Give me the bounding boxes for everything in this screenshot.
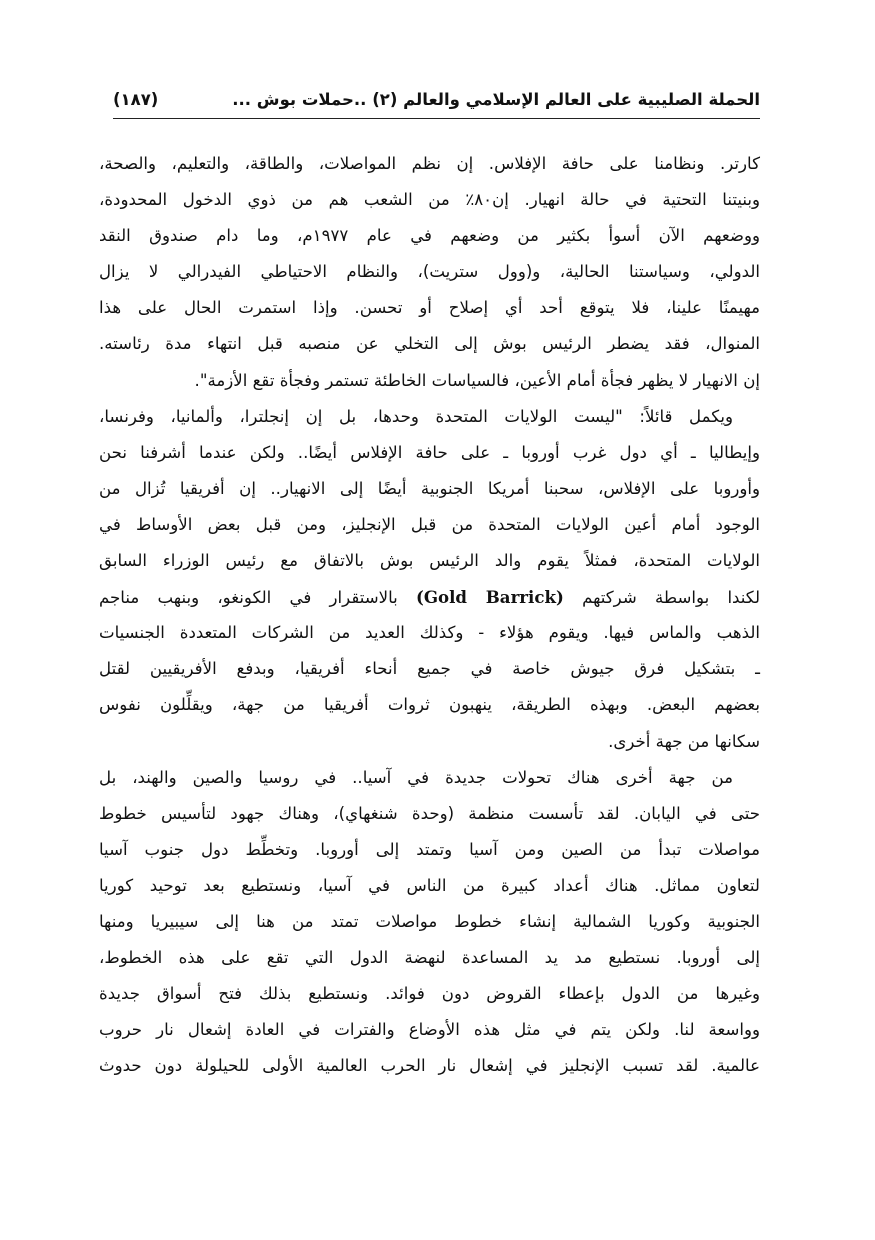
text-line: وبنيتنا التحتية في حالة انهيار. إن٨٠٪ من الشعب هم من ذوي الدخول المحدودة، <box>99 190 760 210</box>
text-line: كارتر. ونظامنا على حافة الإفلاس. إن نظم المواصلات، والطاقة، والتعليم، والصحة، <box>99 154 760 173</box>
text-line: وإيطاليا ـ أي دول غرب أوروبا ـ على حافة الإفلاس أيضًا.. ولكن عندما أشرفنا نحن <box>99 442 760 462</box>
running-title: الحملة الصليبية على العالم الإسلامي والعالم (٢) ..حملات بوش ... <box>232 90 760 109</box>
text-line: الولايات المتحدة، فمثلاً يقوم والد الرئيس بوش بالاتفاق مع رئيس الوزراء السابق <box>99 551 760 571</box>
paragraph-start-line: من جهة أخرى هناك تحولات جديدة في آسيا.. في روسيا والصين والهند، بل <box>99 767 733 787</box>
text-line: ـ بتشكيل فرق جيوش خاصة في جميع أنحاء أفريقيا، وبدفع الأفريقيين لقتل <box>99 659 760 679</box>
text-line: بعضهم البعض. وبهذه الطريقة، ينهبون ثروات أفريقيا من جهة، ويقلِّلون نفوس <box>99 695 760 715</box>
paragraph-end-line: إن الانهيار لا يظهر فجأة أمام الأعين، فالسياسات الخاطئة تستمر وفجأة تقع الأزمة". <box>194 370 760 390</box>
text-line: وواسعة لنا. ولكن يتم في مثل هذه الأوضاع والفترات في العادة إشعال نار حروب <box>99 1020 760 1040</box>
text-line: لتعاون مماثل. هناك أعداد كبيرة من الناس في آسيا، ونستطيع بعد توحيد كوريا <box>99 875 760 895</box>
text-line: عالمية. لقد تسبب الإنجليز في إشعال نار الحرب العالمية الأولى للحيلولة دون حدوث <box>99 1056 760 1076</box>
text-line: مهيمنًا علينا، فلا يتوقع أحد أي إصلاح أو تحسن. وإذا استمرت الحال على هذا <box>99 298 760 318</box>
body-text <box>99 146 760 1084</box>
company-name: (Gold Barrick) <box>416 587 564 608</box>
text-line: حتى في اليابان. لقد تأسست منظمة (وحدة شنغهاي)، وهناك جهود لتأسيس خطوط <box>99 803 760 823</box>
text-line: وأوروبا على الإفلاس، سحبنا أمريكا الجنوبية أيضًا إلى الانهيار.. إن أفريقيا تُزال من <box>99 478 760 498</box>
text-line: المنوال، فقد يضطر الرئيس بوش إلى التخلي عن منصبه قبل انتهاء مدة رئاسته. <box>99 334 760 354</box>
running-header <box>113 86 760 119</box>
paragraph-end-line: سكانها من جهة أخرى. <box>608 731 760 751</box>
text-line: وغيرها من الدول بإعطاء القروض دون فوائد. ونستطيع بذلك فتح أسواق جديدة <box>99 984 760 1004</box>
text-line: الدولي، وسياستنا الحالية، و(وول ستريت)، والنظام الاحتياطي الفيدرالي لا يزال <box>99 262 760 282</box>
text-segment: بالاستقرار في الكونغو، وبنهب مناجم <box>99 588 398 608</box>
paragraph-start-line: ويكمل قائلاً: "ليست الولايات المتحدة وحدها، بل إن إنجلترا، وألمانيا، وفرنسا، <box>99 406 733 426</box>
text-line: ووضعهم الآن أسوأ بكثير من وضعهم في عام ١٩٧٧م، وما دام صندوق النقد <box>99 226 760 246</box>
page-number: (١٨٧) <box>113 90 159 109</box>
text-line: الوجود أمام أعين الولايات المتحدة من قبل الإنجليز، ومن قبل بعض الأوساط في <box>99 514 760 534</box>
text-line: الذهب والماس فيها. ويقوم هؤلاء - وكذلك العديد من الشركات المتعددة الجنسيات <box>99 623 760 643</box>
text-line: مواصلات تبدأ من الصين ومن آسيا وتمتد إلى أوروبا. وتخطِّط دول جنوب آسيا <box>99 839 760 859</box>
text-line-mixed <box>99 579 760 615</box>
text-line: إلى أوروبا. نستطيع مد يد المساعدة لنهضة الدول التي تقع على هذه الخطوط، <box>99 948 760 968</box>
text-line: الجنوبية وكوريا الشمالية إنشاء خطوط مواصلات تمتد من هنا إلى سيبيريا ومنها <box>99 911 760 931</box>
text-segment: لكندا بواسطة شركتهم <box>582 588 760 608</box>
